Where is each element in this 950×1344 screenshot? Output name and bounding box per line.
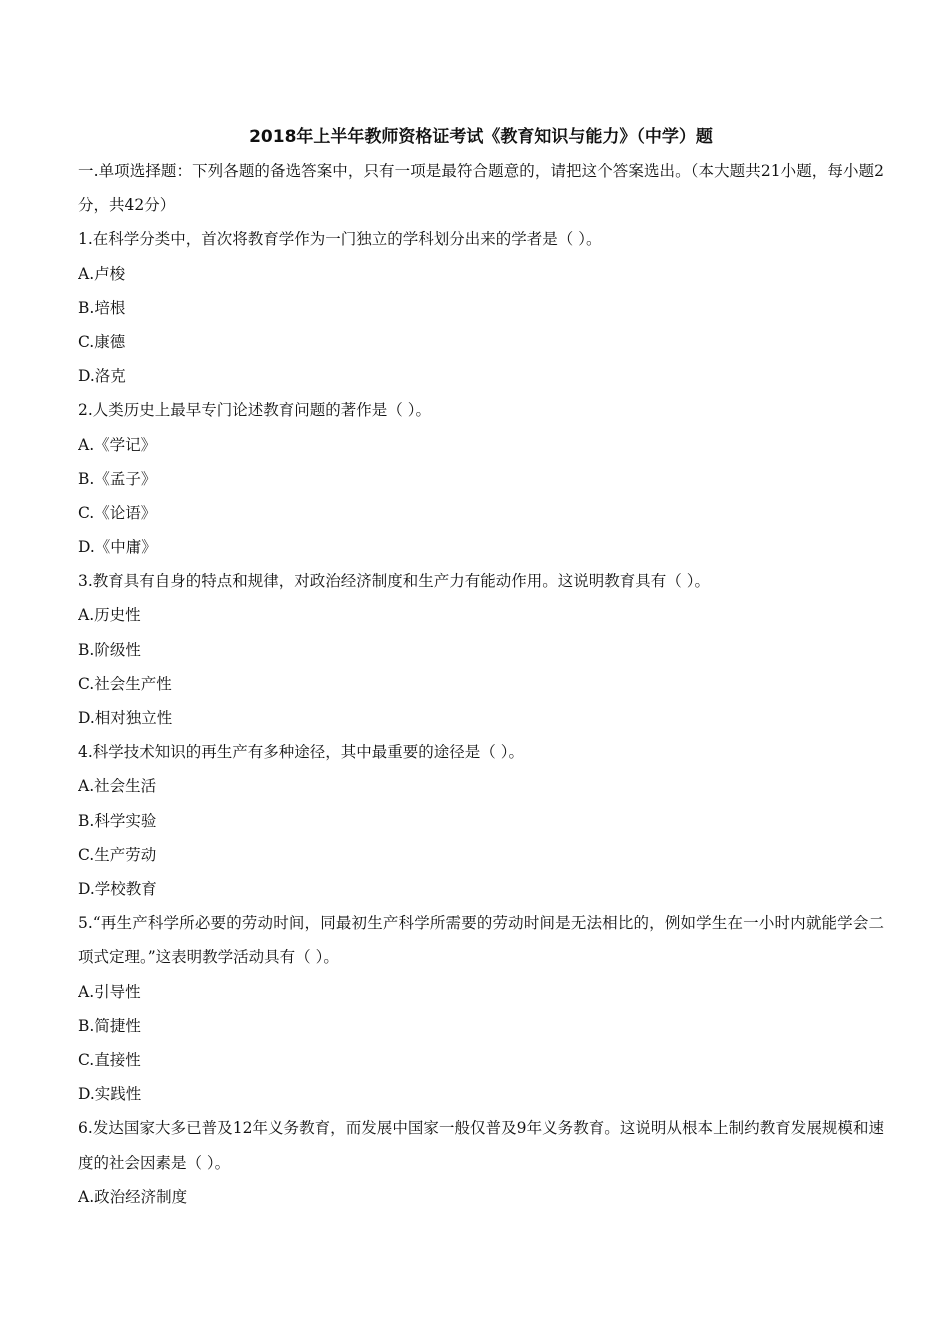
option-c: C.康德 — [78, 332, 126, 351]
option-a: A.引导性 — [78, 982, 141, 1001]
question-stem: 6.发达国家大多已普及12年义务教育，而发展中国家一般仅普及9年义务教育。这说明从根本上制约教育发展规模和速度的社会因素是（ ）。 — [78, 1119, 884, 1172]
option-a: A.社会生活 — [78, 777, 157, 796]
option-a: A.卢梭 — [78, 264, 126, 283]
option-b: B.科学实验 — [78, 811, 157, 830]
option-d: D.《中庸》 — [78, 538, 157, 557]
section-heading: 一.单项选择题：下列各题的备选答案中，只有一项是最符合题意的，请把这个答案选出。（本大题共21小题，每小题2分，共42分） — [78, 162, 884, 215]
document-content — [78, 120, 884, 1214]
question-1 — [78, 222, 884, 393]
question-4 — [78, 735, 884, 906]
option-c: C.社会生产性 — [78, 674, 172, 693]
option-d: D.实践性 — [78, 1085, 142, 1104]
question-stem: 3.教育具有自身的特点和规律，对政治经济制度和生产力有能动作用。这说明教育具有（ ）。 — [78, 572, 710, 591]
question-2 — [78, 393, 884, 564]
option-b: B.培根 — [78, 298, 126, 317]
option-b: B.阶级性 — [78, 640, 141, 659]
document-title: 2018年上半年教师资格证考试《教育知识与能力》（中学）题 — [249, 127, 713, 147]
question-stem: 5.“再生产科学所必要的劳动时间，同最初生产科学所需要的劳动时间是无法相比的，例如学生在一小时内就能学会二项式定理。”这表明教学活动具有（ ）。 — [78, 914, 884, 967]
option-c: C.直接性 — [78, 1050, 141, 1069]
question-stem: 4.科学技术知识的再生产有多种途径，其中最重要的途径是（ ）。 — [78, 743, 524, 762]
question-5 — [78, 906, 884, 1111]
option-d: D.学校教育 — [78, 879, 157, 898]
option-a: A.政治经济制度 — [78, 1187, 188, 1206]
question-6 — [78, 1111, 884, 1214]
question-stem: 1.在科学分类中，首次将教育学作为一门独立的学科划分出来的学者是（ ）。 — [78, 230, 602, 249]
option-d: D.相对独立性 — [78, 709, 173, 728]
option-a: A.《学记》 — [78, 435, 157, 454]
option-c: C.《论语》 — [78, 503, 157, 522]
option-b: B.简捷性 — [78, 1016, 141, 1035]
option-b: B.《孟子》 — [78, 469, 157, 488]
option-c: C.生产劳动 — [78, 845, 157, 864]
question-stem: 2.人类历史上最早专门论述教育问题的著作是（ ）。 — [78, 401, 431, 420]
option-a: A.历史性 — [78, 606, 141, 625]
question-3 — [78, 564, 884, 735]
option-d: D.洛克 — [78, 367, 126, 386]
